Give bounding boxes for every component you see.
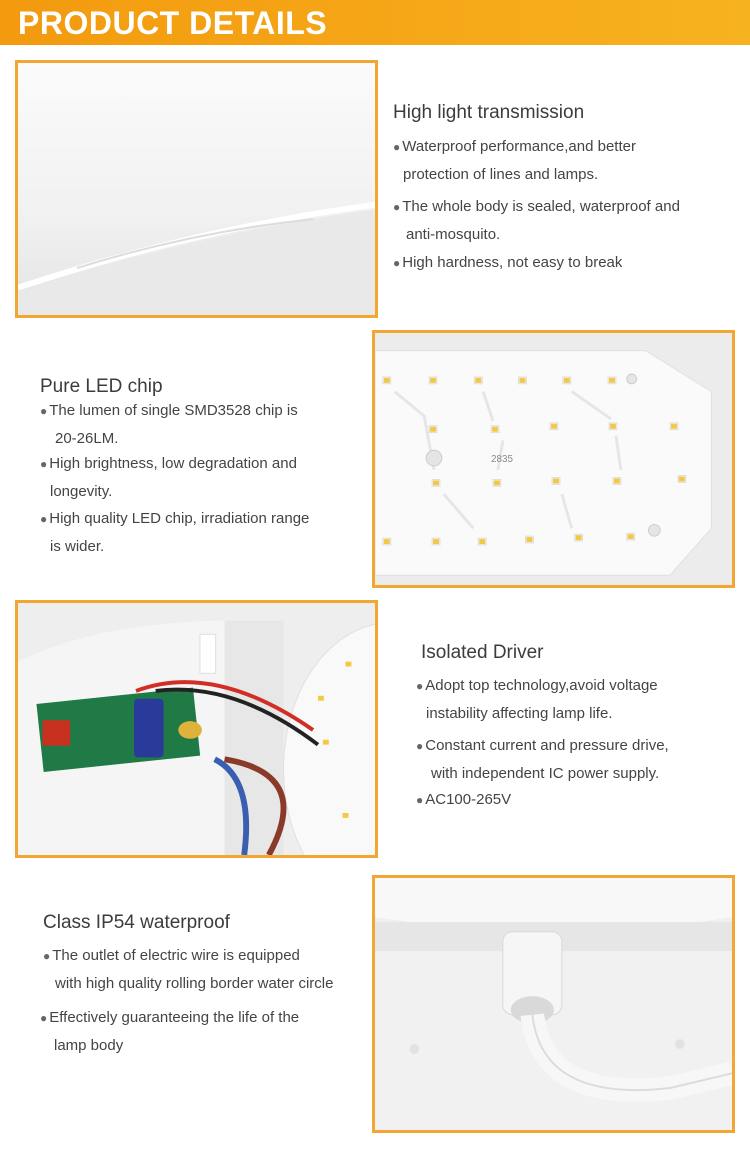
list-item: ● Constant current and pressure drive, with independent IC power supply. <box>416 737 669 782</box>
bullet-dot-icon: ● <box>40 457 48 471</box>
bullet-dot-icon: ● <box>393 140 401 154</box>
led-board-photo <box>372 330 735 588</box>
list-item: ● AC100-265V <box>416 791 512 808</box>
bullet-dot-icon: ● <box>43 949 51 963</box>
bullet-dot-icon: ● <box>40 404 48 418</box>
list-item: ● Adopt top technology,avoid voltage instability affecting lamp life. <box>416 677 658 722</box>
cable-gland-photo <box>372 875 735 1133</box>
driver-photo <box>15 600 378 858</box>
list-item: ● The outlet of electric wire is equipped with high quality rolling border water circle <box>43 947 334 992</box>
page-title: PRODUCT DETAILS <box>18 5 328 41</box>
bullet-dot-icon: ● <box>40 1011 48 1025</box>
diffuser-photo <box>15 60 378 318</box>
section-title-transmission: High light transmission <box>393 102 585 123</box>
list-item: ● The lumen of single SMD3528 chip is 20-26LM. <box>40 402 298 447</box>
header-banner <box>0 0 750 45</box>
section-title-led-chip: Pure LED chip <box>40 376 163 397</box>
section-title-waterproof: Class IP54 waterproof <box>43 912 230 933</box>
list-item: ● The whole body is sealed, waterproof and anti-mosquito. <box>393 198 680 243</box>
bullet-dot-icon: ● <box>393 256 401 270</box>
list-item: ● High quality LED chip, irradiation range is wider. <box>40 510 310 555</box>
list-item: ● High hardness, not easy to break <box>393 254 623 271</box>
list-item: ● Waterproof performance,and better protection of lines and lamps. <box>393 138 636 183</box>
bullet-dot-icon: ● <box>416 679 424 693</box>
bullet-dot-icon: ● <box>393 200 401 214</box>
bullet-dot-icon: ● <box>416 793 424 807</box>
list-item: ● Effectively guaranteeing the life of the lamp body <box>40 1009 300 1054</box>
bullet-dot-icon: ● <box>416 739 424 753</box>
bullet-dot-icon: ● <box>40 512 48 526</box>
section-title-driver: Isolated Driver <box>421 642 544 663</box>
list-item: ● High brightness, low degradation and longevity. <box>40 455 297 500</box>
board-label: 2835 <box>491 453 513 465</box>
